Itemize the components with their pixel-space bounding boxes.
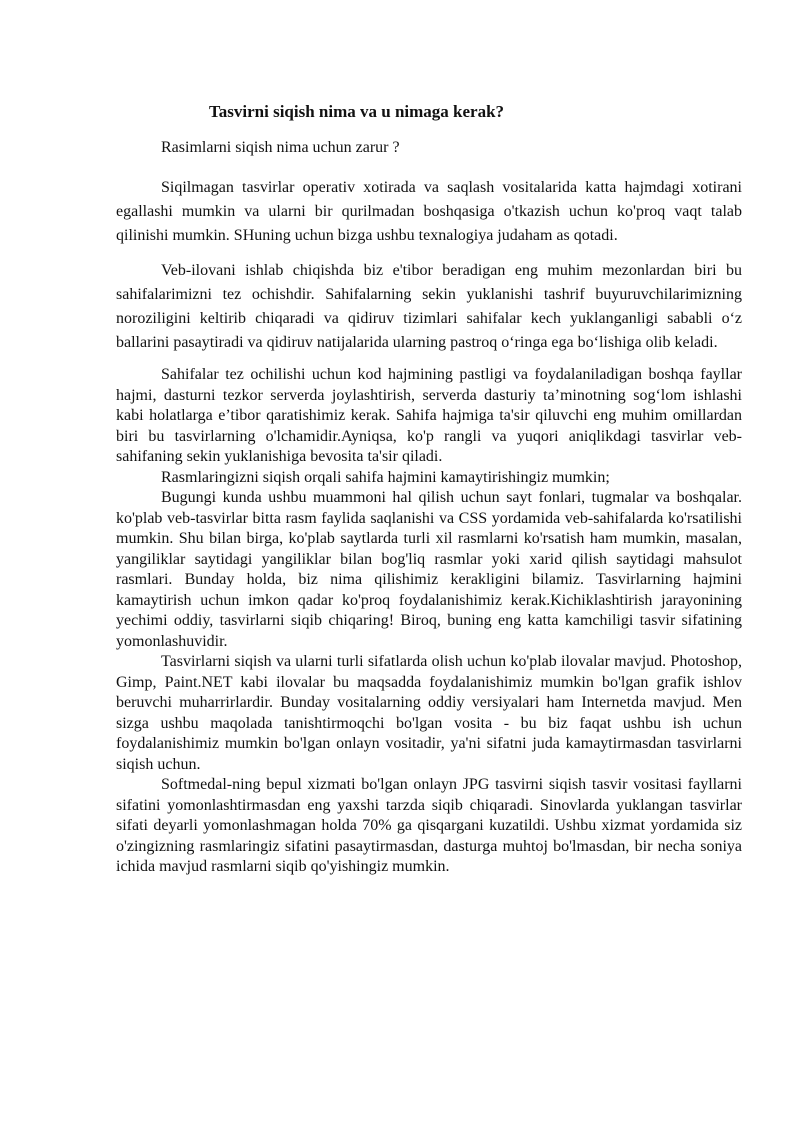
document-title: Tasvirni siqish nima va u nimaga kerak? xyxy=(209,102,505,121)
paragraph: Bugungi kunda ushbu muammoni hal qilish uchun sayt fonlari, tugmalar va boshqalar. ko'plab veb-tasvirlar bitta rasm faylida saqlanishi va CSS yordamida veb-sahifalarda ko'rsatilishi mumkin. Shu bilan birga, ko'plab saytlarda turli xil rasmlarni ko'rsatish ham mumkin, masalan, yangiliklar saytidagi yangiliklar bilan bog'liq rasmlar yoki xarid qilish saytidagi mahsulot rasmlari. Bunday holda, biz nima qilishimiz kerakligini bilamiz. Tasvirlarning hajmini kamaytirish uchun imkon qadar ko'proq foydalanishimiz kerak.Kichiklashtirish jarayonining yechimi oddiy, tasvirlarni siqib chiqaring! Biroq, buning eng katta kamchiligi tasvir sifatining yomonlashuvidir. xyxy=(116,489,742,650)
paragraph: Siqilmagan tasvirlar operativ xotirada va saqlash vositalarida katta hajmdagi xotirani egallashi mumkin va ularni bir qurilmadan boshqasiga o'tkazish uchun ko'proq vaqt talab qilinishi mumkin. SHuning uchun bizga ushbu texnalogiya judaham as qotadi. xyxy=(116,179,742,245)
document-subtitle: Rasimlarni siqish nima uchun zarur ? xyxy=(161,139,400,156)
paragraph: Sahifalar tez ochilishi uchun kod hajmining pastligi va foydalaniladigan boshqa fayllar hajmi, dasturni tezkor serverda joylashtirish, serverda dasturiy ta’minotning sog‘lom ishlashi kabi holatlarga e’tibor qaratishimiz kerak. Sahifa hajmiga ta'sir qiluvchi eng muhim omillardan biri bu tasvirlarning o'lchamidir.Ayniqsa, ko'p rangli va yuqori aniqlikdagi tasvirlar veb-sahifaning sekin yuklanishiga bevosita ta'sir qiladi. xyxy=(116,366,742,466)
paragraph: Tasvirlarni siqish va ularni turli sifatlarda olish uchun ko'plab ilovalar mavjud. Photoshop, Gimp, Paint.NET kabi ilovalar bu maqsadda foydalanishimiz mumkin bo'lgan grafik ishlov beruvchi muharrirlardir. Bunday vositalarning oddiy versiyalari ham Internetda mavjud. Men sizga ushbu maqolada tanishtirmoqchi bo'lgan vosita - bu biz faqat ushbu ish uchun foydalanishimiz mumkin bo'lgan onlayn vositadir, ya'ni sifatni juda kamaytirmasdan tasvirlarni siqish uchun. xyxy=(116,653,742,773)
paragraph: Veb-ilovani ishlab chiqishda biz e'tibor beradigan eng muhim mezonlardan biri bu sahifalarimizni tez ochishdir. Sahifalarning sekin yuklanishi tashrif buyuruvchilarimizning noroziligini keltirib chiqaradi va qidiruv tizimlari sahifalar kech yuklanganligi sababli o‘z ballarini pasaytiradi va qidiruv natijalarida ularning pastroq o‘ringa ega bo‘lishiga olib keladi. xyxy=(116,261,742,352)
document-content xyxy=(116,100,742,878)
paragraph: Rasmlaringizni siqish orqali sahifa hajmini kamaytirishingiz mumkin; xyxy=(161,468,610,486)
paragraph: Softmedal-ning bepul xizmati bo'lgan onlayn JPG tasvirni siqish tasvir vositasi fayllarni sifatini yomonlashtirmasdan eng yaxshi tarzda siqib chiqaradi. Sinovlarda yuklangan tasvirlar sifati deyarli yomonlashmagan holda 70% ga qisqargani kuzatildi. Ushbu xizmat yordamida siz o'zingizning rasmlaringiz sifatini pasaytirmasdan, dasturga muhtoj bo'lmasdan, bir necha soniya ichida mavjud rasmlarni siqib qo'yishingiz mumkin. xyxy=(116,776,742,876)
